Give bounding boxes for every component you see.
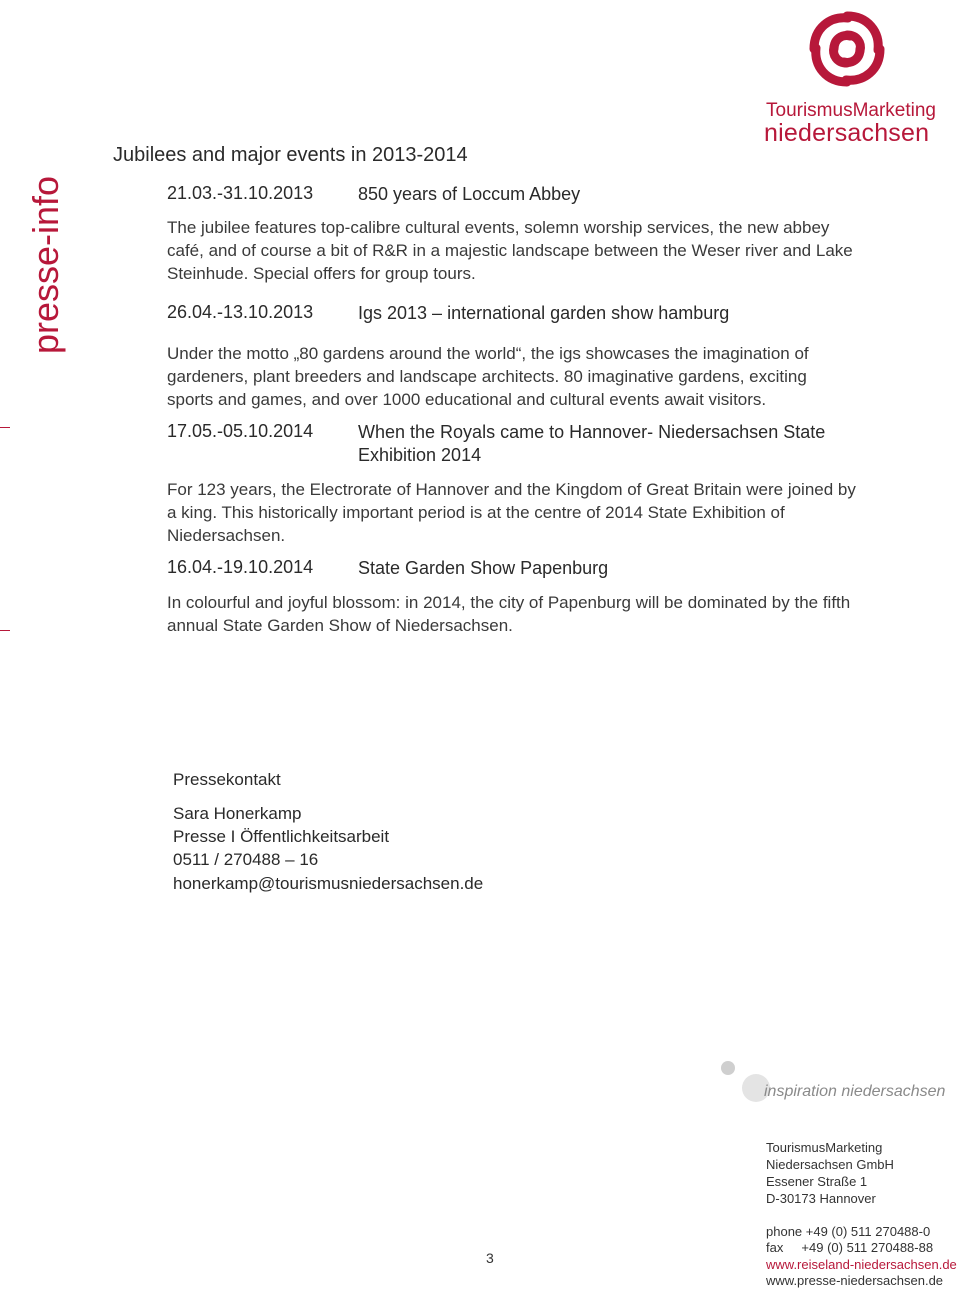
margin-tick: [0, 427, 10, 428]
address-press-link[interactable]: www.presse-niedersachsen.de: [766, 1273, 944, 1288]
page-number: 3: [486, 1250, 494, 1266]
event-description: For 123 years, the Electrorate of Hannover and the Kingdom of Great Britain were joined by a king. This historically important period is at the centre of 2014 State Exhibition of Niedersachsen.: [167, 480, 856, 545]
event-date: 16.04.-19.10.2014: [167, 557, 314, 577]
event-description: Under the motto „80 gardens around the world“, the igs showcases the imagination of gardeners, plant breeders and landscape architects. 80 imaginative gardens, exciting sports and games, and over 1000 educational and cultural events await visitors.: [167, 344, 809, 409]
contact-email[interactable]: honerkamp@tourismusniedersachsen.de: [173, 874, 484, 893]
inspiration-dot-icon: [721, 1061, 735, 1075]
side-label-text: presse-info: [25, 175, 66, 354]
event-title: State Garden Show Papenburg: [358, 558, 609, 578]
address-fax: fax +49 (0) 511 270488-88: [766, 1240, 934, 1255]
address-street: Essener Straße 1: [766, 1174, 868, 1189]
address-company-2: Niedersachsen GmbH: [766, 1157, 894, 1172]
contact-name: Sara Honerkamp: [173, 804, 302, 823]
event-description: The jubilee features top-calibre cultural events, solemn worship services, the new abbey café, and of course a bit of R&R in a majestic landscape between the Weser river and Lake Steinhude. Special offers for group tours.: [167, 218, 853, 283]
event-date: 26.04.-13.10.2013: [167, 302, 314, 322]
event-title: Igs 2013 – international garden show hamburg: [358, 303, 730, 323]
address-city: D-30173 Hannover: [766, 1191, 876, 1206]
page-title: Jubilees and major events in 2013-2014: [113, 144, 468, 166]
logo-text-tourismusmarketing: TourismusMarketing: [766, 100, 936, 121]
address-phone: phone +49 (0) 511 270488-0: [766, 1224, 931, 1239]
contact-role: Presse I Öffentlichkeitsarbeit: [173, 827, 390, 846]
address-company: TourismusMarketing: [766, 1140, 883, 1155]
brand-logo-icon: [800, 2, 894, 96]
event-description: In colourful and joyful blossom: in 2014, the city of Papenburg will be dominated by the fifth annual State Garden Show of Niedersachsen.: [167, 593, 851, 635]
address-web-link[interactable]: www.reiseland-niedersachsen.de: [766, 1257, 957, 1272]
margin-tick: [0, 630, 10, 631]
inspiration-logo-text: inspiration niedersachsen: [764, 1083, 946, 1100]
event-title: 850 years of Loccum Abbey: [358, 184, 581, 204]
event-title: When the Royals came to Hannover- Niedersachsen State Exhibition 2014: [358, 422, 826, 465]
event-date: 21.03.-31.10.2013: [167, 183, 314, 203]
contact-heading: Pressekontakt: [173, 770, 281, 789]
event-date: 17.05.-05.10.2014: [167, 421, 314, 441]
contact-phone: 0511 / 270488 – 16: [173, 850, 319, 869]
side-label: [10, 140, 70, 360]
logo-text-niedersachsen: niedersachsen: [764, 119, 930, 147]
